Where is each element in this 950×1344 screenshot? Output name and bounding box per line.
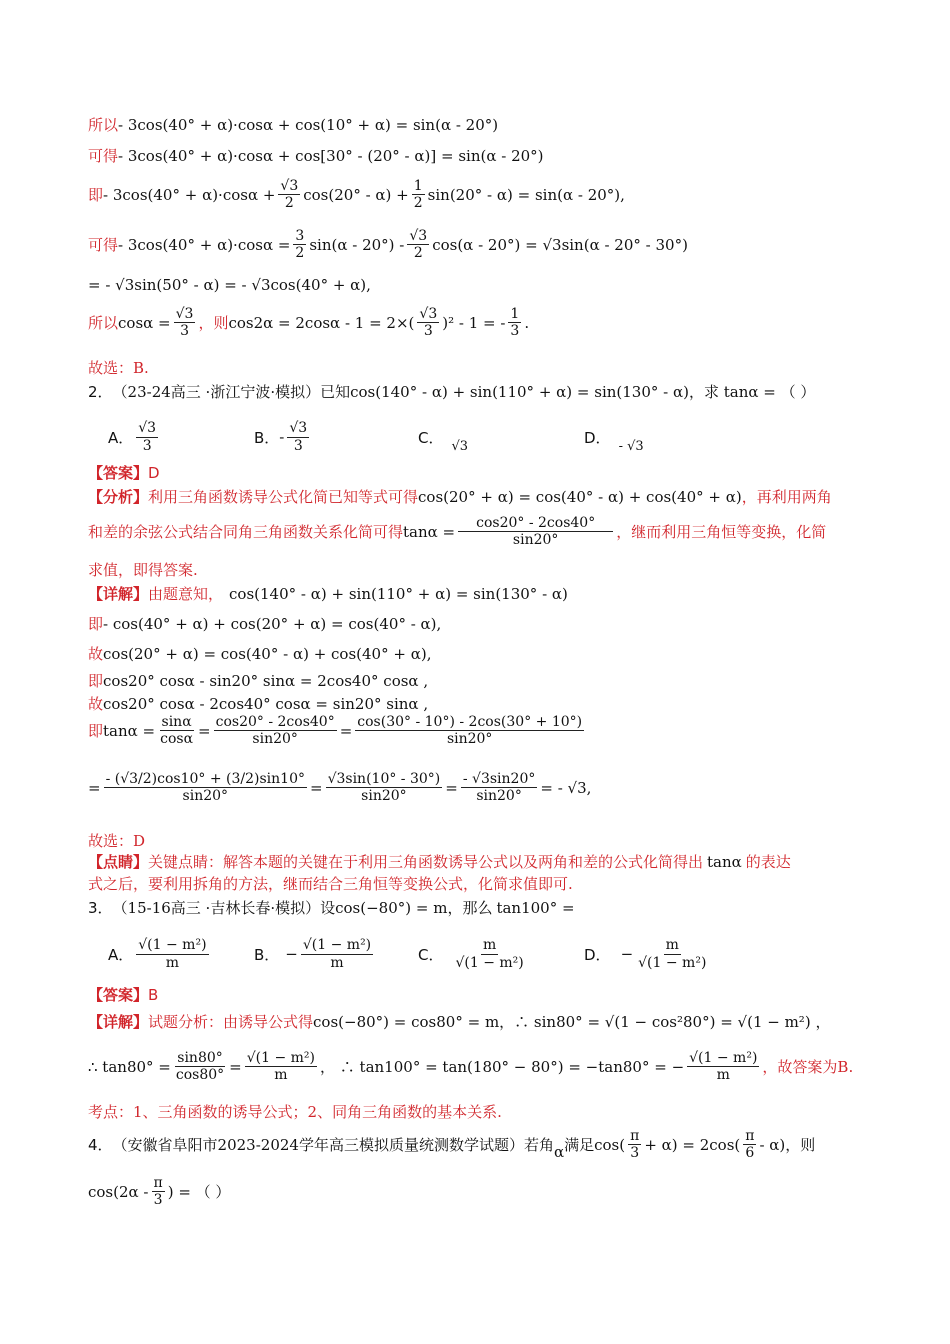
question-number: 4． xyxy=(88,1136,113,1155)
fraction: $\frac{\pi}{3}$ xyxy=(630,1128,640,1162)
equation-part: cos(20° - α) + xyxy=(303,185,409,204)
fraction: $\frac{- √3\sin 20^\circ}{\sin 20^\circ}$ xyxy=(462,771,536,805)
question-number: 3． xyxy=(88,899,113,917)
q2-options xyxy=(108,415,870,459)
line-prefix: 可得 xyxy=(88,147,119,165)
option-a[interactable]: A． $\frac{\text{√(1 − m²)}}{m}$ xyxy=(108,937,207,971)
equation-part: sin(20° - α) = sin(α - 20°), xyxy=(427,185,625,204)
q2-answer xyxy=(88,462,870,483)
question-source: （23-24高三 ·浙江宁波·模拟）已知 xyxy=(112,383,351,401)
fraction: $\frac{\cos 20^\circ - 2\cos 40^\circ}{\sin 20^\circ}$ xyxy=(458,515,613,548)
equation-part: - 3cos(40° + α)·cosα = xyxy=(118,235,291,254)
fraction: $\frac{3}{2}$ xyxy=(295,228,305,262)
equation: = - √3sin(50° - α) = - √3cos(40° + α), xyxy=(88,276,371,294)
q2-detail-line-5: 故 cos20° cosα - 2cos40° cosα = sin20° sinα , xyxy=(88,694,429,713)
solution-line-5 xyxy=(88,276,870,294)
q3-options xyxy=(108,930,870,978)
choice-text: 故选：B. xyxy=(88,359,149,377)
option-d[interactable]: D． − $\frac{m}{\text{√(1 − m²)}}$ xyxy=(584,937,707,971)
q2-select: 故选：D xyxy=(88,832,146,850)
q4-stem-line-1: 4． （安徽省阜阳市2023-2024学年高三模拟质量统测数学试题）若角 α 满足 cos( $\frac{\pi}{3}$ + α) = 2cos( $\frac{\pi}{6}$ - α)，则 xyxy=(88,1128,816,1162)
q3-answer xyxy=(88,984,870,1005)
answer-value: D xyxy=(148,463,160,482)
fraction: $\frac{1}{2}$ xyxy=(413,178,423,212)
option-b[interactable]: B． − $\frac{\text{√(1 − m²)}}{m}$ xyxy=(254,937,372,971)
connector-text: ，则 xyxy=(198,314,229,333)
question-source: （安徽省阜阳市2023-2024学年高三模拟质量统测数学试题）若角 xyxy=(112,1136,554,1155)
equation-part: )² - 1 = - xyxy=(442,313,506,332)
option-b[interactable]: B． - $\frac{√3}{3}$ xyxy=(254,420,308,454)
fraction: $\frac{\pi}{3}$ xyxy=(153,1175,163,1209)
fraction: $\frac{\cos 20^\circ - 2\cos 40^\circ}{\sin 20^\circ}$ xyxy=(215,714,335,748)
q3-detail-line-2: ∴ tan80° = $\frac{\sin 80^\circ}{\cos 80^\circ}$ = $\frac{\text{√(1 − m²)}}{m}$ ， ∴ tan100° = tan(180° − 80°) = −tan80° = − $\frac{\text{√(1 − m²)}}{m}$ ，故答案为B. xyxy=(88,1050,854,1084)
option-d[interactable]: D． - √3 xyxy=(584,428,644,454)
analysis-tag: 【分析】 xyxy=(88,488,149,506)
fraction: $\frac{√3}{2}$ xyxy=(280,178,299,212)
detail-tag: 【详解】 xyxy=(88,585,149,603)
solution-line-1 xyxy=(88,114,870,135)
fraction: $\frac{√3}{3}$ xyxy=(175,306,194,340)
fraction: $\frac{\cos(30^\circ - 10^\circ) - 2\cos(30^\circ + 10^\circ)}{\sin 20^\circ}$ xyxy=(357,714,583,748)
choice-line xyxy=(88,357,870,378)
line-prefix: 即 xyxy=(88,186,104,205)
answer-value: B xyxy=(148,985,159,1004)
equation-part: cosα = xyxy=(118,313,171,332)
option-a[interactable]: A． $\frac{√3}{3}$ xyxy=(108,420,157,454)
line-prefix: 所以 xyxy=(88,116,119,134)
q3-detail-line-1: 【详解】 试题分析：由诱导公式得 cos(−80°) = cos80° = m，∴ sin80° = √(1 − cos²80°) = √(1 − m²) ， xyxy=(88,1013,831,1031)
detail-tag: 【详解】 xyxy=(88,1013,149,1031)
fraction: $\frac{√3}{2}$ xyxy=(409,228,428,262)
option-c[interactable]: C． √3 xyxy=(418,428,469,454)
solution-line-4 xyxy=(88,228,870,261)
q2-point-line-2: 式之后，要利用拆角的方法，继而结合三角恒等变换公式，化简求值即可. xyxy=(88,875,573,893)
equation: - 3cos(40° + α)·cosα + cos[30° - (20° - α)] = sin(α - 20°) xyxy=(118,146,544,165)
fraction: $\frac{√3\sin(10^\circ - 30^\circ)}{\sin 20^\circ}$ xyxy=(327,771,441,805)
q2-detail-line-1: 【详解】 由题意知， cos(140° - α) + sin(110° + α) = sin(130° - α) xyxy=(88,584,568,603)
q4-stem-line-2: cos(2α - $\frac{\pi}{3}$ ) = （ ） xyxy=(88,1175,231,1209)
answer-tag: 【答案】 xyxy=(88,986,149,1004)
q2-analysis-line-1: 【分析】 利用三角函数诱导公式化简已知等式可得 cos(20° + α) = cos(40° - α) + cos(40° + α) ，再利用两角 xyxy=(88,487,832,506)
question-source: （15-16高三 ·吉林长春·模拟）设 xyxy=(112,899,336,917)
line-prefix: 所以 xyxy=(88,314,119,333)
solution-line-3 xyxy=(88,178,870,211)
fraction: $\frac{\sin\alpha}{\cos\alpha}$ xyxy=(160,714,194,748)
equation-part: - 3cos(40° + α)·cosα + xyxy=(103,185,276,204)
equation-part: cos2α = 2cosα - 1 = 2×( xyxy=(228,313,415,332)
equation-part: sin(α - 20°) - xyxy=(309,235,405,254)
q3-stem: 3． （15-16高三 ·吉林长春·模拟）设 cos(−80°) = m ，那么 tan100° = xyxy=(88,898,575,917)
q2-analysis-line-3: 求值，即得答案. xyxy=(88,561,198,579)
q3-kaodian: 考点：1、三角函数的诱导公式；2、同角三角函数的基本关系. xyxy=(88,1103,502,1121)
line-prefix: 可得 xyxy=(88,236,119,255)
solution-line-2 xyxy=(88,145,870,166)
fraction: $\frac{1}{3}$ xyxy=(510,306,520,340)
q2-stem xyxy=(88,381,870,402)
point-tag: 【点睛】 xyxy=(88,853,149,871)
q2-point-line-1: 【点睛】 关键点睛：解答本题的关键在于利用三角函数诱导公式以及两角和差的公式化简得出 tanα 的表达 xyxy=(88,852,791,871)
q2-detail-line-4: 即 cos20° cosα - sin20° sinα = 2cos40° cosα , xyxy=(88,671,429,690)
fraction: $\frac{\text{√(1 − m²)}}{m}$ xyxy=(689,1050,758,1084)
fraction: $\frac{\text{√(1 − m²)}}{m}$ xyxy=(246,1050,316,1084)
equation: - 3cos(40° + α)·cosα + cos(10° + α) = sin(α - 20°) xyxy=(118,115,499,134)
equation-part: cos(α - 20°) = √3sin(α - 20° - 30°) xyxy=(432,235,688,254)
answer-tag: 【答案】 xyxy=(88,464,149,482)
option-c[interactable]: C． $\frac{m}{\text{√(1 − m²)}}$ xyxy=(418,937,524,971)
q2-detail-line-6: 即 tanα = $\frac{\sin\alpha}{\cos\alpha}$ = $\frac{\cos 20^\circ - 2\cos 40^\circ}{\sin 20^\circ}$ = $\frac{\cos(30^\circ - 10^\circ) - 2\cos(30^\circ + 10^\circ)}{\sin 20^\circ}$ xyxy=(88,714,583,748)
question-number: 2． xyxy=(88,383,113,401)
fraction: $\frac{\pi}{6}$ xyxy=(745,1128,755,1162)
solution-line-6 xyxy=(88,306,870,339)
q2-detail-line-2: 即 - cos(40° + α) + cos(20° + α) = cos(40° - α), xyxy=(88,614,442,633)
q2-analysis-line-2: 和差的余弦公式结合同角三角函数关系化简可得 tanα = $\frac{\cos 20^\circ - 2\cos 40^\circ}{\sin 20^\circ}$ ，继而利用三角恒等变换，化简 xyxy=(88,515,827,549)
q2-detail-line-7: = $\frac{- (√3/2)\cos 10^\circ + (3/2)\sin 10^\circ}{\sin 20^\circ}$ = $\frac{√3\sin(10^\circ - 30^\circ)}{\sin 20^\circ}$ = $\frac{- √3\sin 20^\circ}{\sin 20^\circ}$ = - √3, xyxy=(88,771,592,805)
question-condition: cos(−80°) = m xyxy=(335,898,448,917)
fraction: $\frac{- (√3/2)\cos 10^\circ + (3/2)\sin 10^\circ}{\sin 20^\circ}$ xyxy=(105,771,305,805)
equation-part: . xyxy=(524,313,530,332)
question-condition: cos(140° - α) + sin(110° + α) = sin(130° - α) xyxy=(350,382,689,401)
fraction: $\frac{\sin 80^\circ}{\cos 80^\circ}$ xyxy=(175,1050,225,1084)
q2-detail-line-3: 故 cos(20° + α) = cos(40° - α) + cos(40° + α), xyxy=(88,644,432,663)
question-ask: ，求 tanα = （ ） xyxy=(688,383,816,401)
fraction: $\frac{√3}{3}$ xyxy=(419,306,438,340)
